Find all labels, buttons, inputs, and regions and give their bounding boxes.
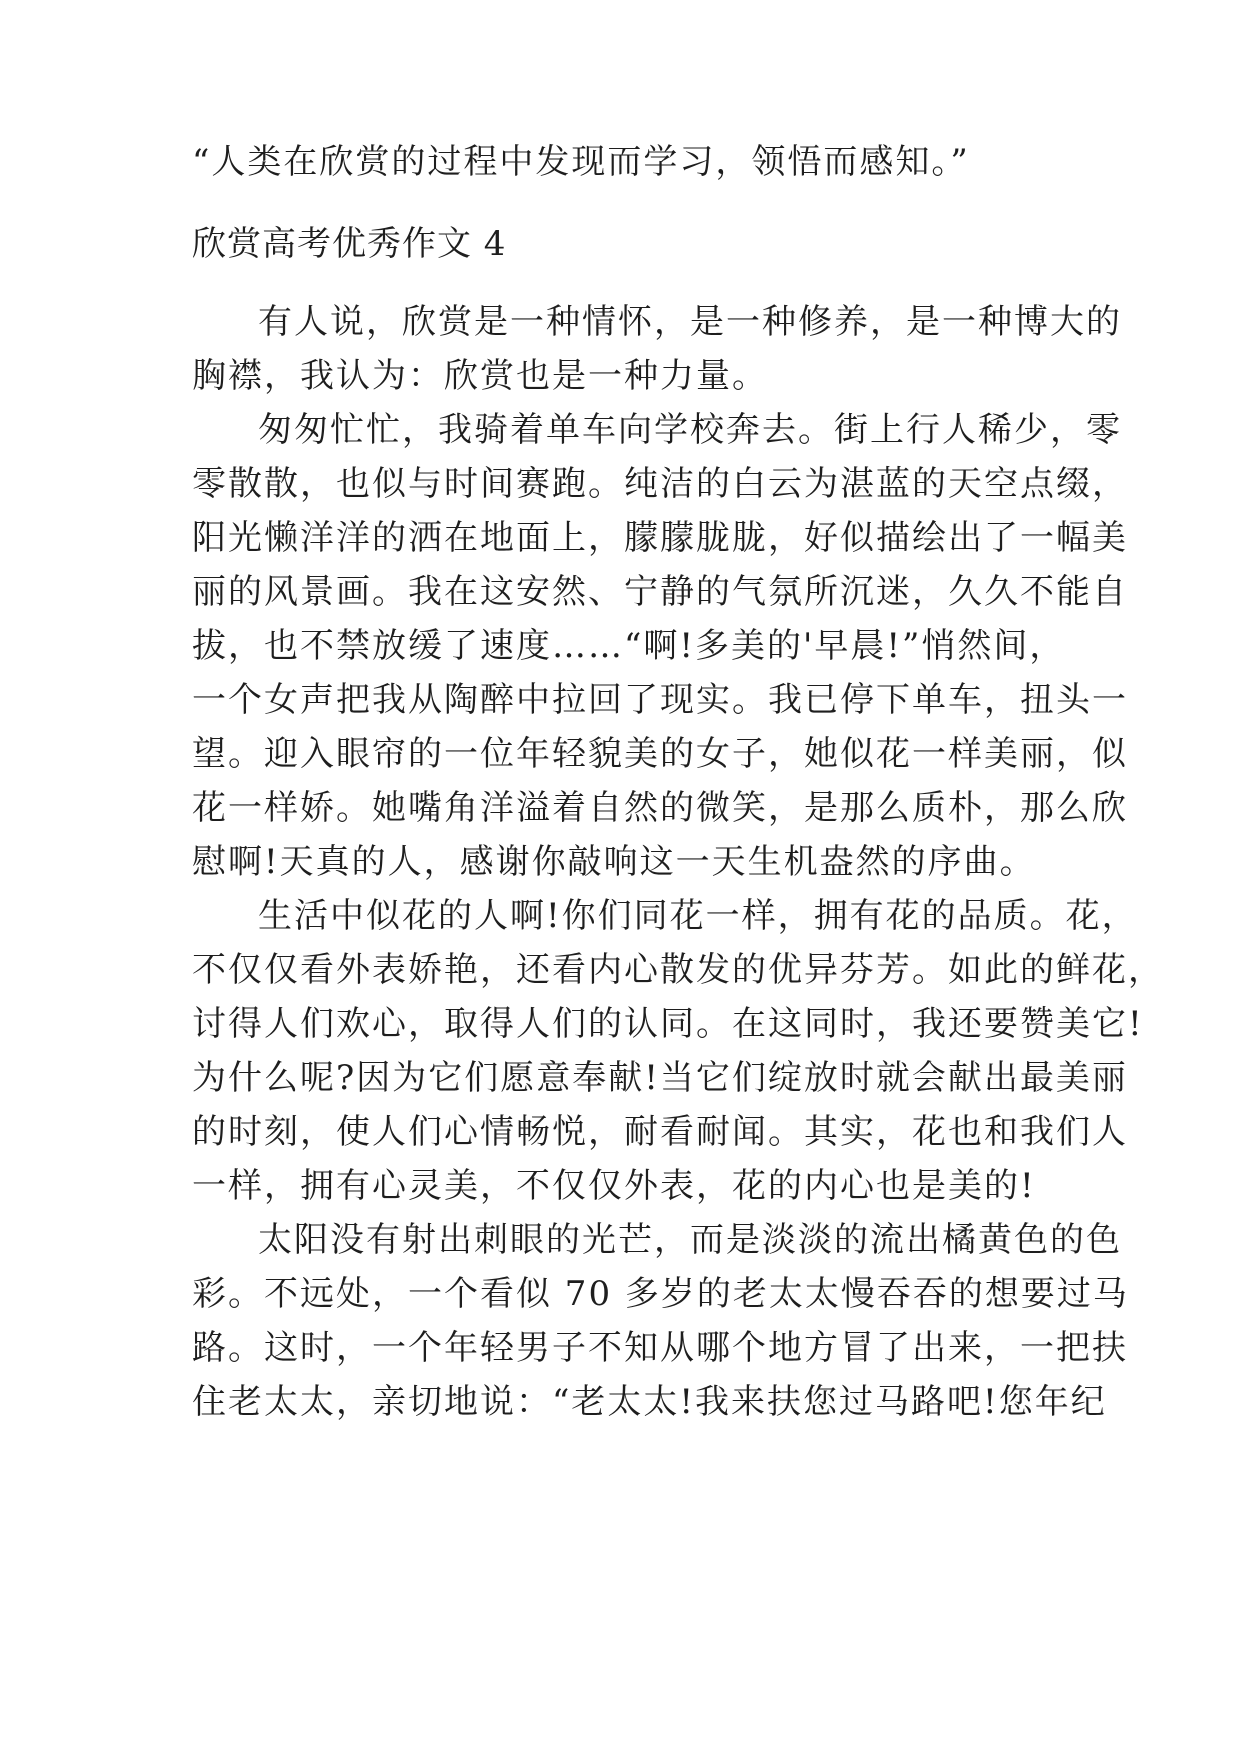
paragraph-line: 阳光懒洋洋的洒在地面上，朦朦胧胧，好似描绘出了一幅美 — [192, 518, 1128, 558]
quote-line: “人类在欣赏的过程中发现而学习，领悟而感知。” — [192, 142, 970, 182]
paragraph-line: 胸襟，我认为：欣赏也是一种力量。 — [192, 356, 768, 396]
paragraph-line: 花一样娇。她嘴角洋溢着自然的微笑，是那么质朴，那么欣 — [192, 788, 1128, 828]
paragraph-line: 为什么呢?因为它们愿意奉献!当它们绽放时就会献出最美丽 — [192, 1058, 1128, 1098]
paragraph-line: 慰啊!天真的人，感谢你敲响这一天生机盎然的序曲。 — [192, 842, 1036, 882]
paragraph-line: 匆匆忙忙，我骑着单车向学校奔去。街上行人稀少，零 — [258, 410, 1122, 450]
paragraph-line: 一个女声把我从陶醉中拉回了现实。我已停下单车，扭头一 — [192, 680, 1128, 720]
paragraph-line: 生活中似花的人啊!你们同花一样，拥有花的品质。花， — [258, 896, 1138, 936]
paragraph-line: 彩。不远处，一个看似 70 多岁的老太太慢吞吞的想要过马 — [192, 1274, 1129, 1314]
paragraph-line: 不仅仅看外表娇艳，还看内心散发的优异芬芳。如此的鲜花， — [192, 950, 1164, 990]
essay-heading: 欣赏高考优秀作文 4 — [192, 224, 507, 264]
paragraph-line: 零散散，也似与时间赛跑。纯洁的白云为湛蓝的天空点缀， — [192, 464, 1128, 504]
paragraph-line: 住老太太，亲切地说：“老太太!我来扶您过马路吧!您年纪 — [192, 1382, 1107, 1422]
paragraph-line: 望。迎入眼帘的一位年轻貌美的女子，她似花一样美丽，似 — [192, 734, 1128, 774]
paragraph-line: 有人说，欣赏是一种情怀，是一种修养，是一种博大的 — [258, 302, 1122, 342]
paragraph-line: 讨得人们欢心，取得人们的认同。在这同时，我还要赞美它! — [192, 1004, 1144, 1044]
paragraph-line: 的时刻，使人们心情畅悦，耐看耐闻。其实，花也和我们人 — [192, 1112, 1128, 1152]
paragraph-line: 丽的风景画。我在这安然、宁静的气氛所沉迷，久久不能自 — [192, 572, 1128, 612]
paragraph-line: 太阳没有射出刺眼的光芒，而是淡淡的流出橘黄色的色 — [258, 1220, 1122, 1260]
paragraph-line: 一样，拥有心灵美，不仅仅外表，花的内心也是美的! — [192, 1166, 1036, 1206]
paragraph-line: 路。这时，一个年轻男子不知从哪个地方冒了出来，一把扶 — [192, 1328, 1128, 1368]
paragraph-line: 拔，也不禁放缓了速度……“啊!多美的'早晨!”悄然间， — [192, 626, 1066, 666]
